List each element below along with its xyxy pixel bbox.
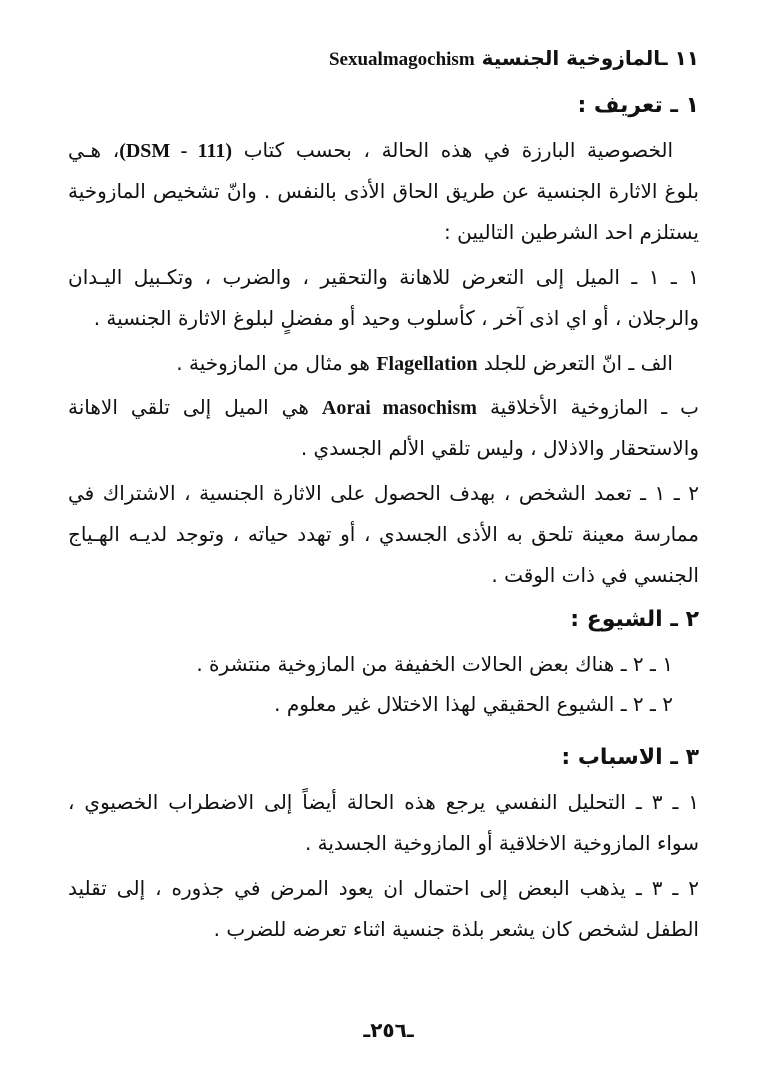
text-line: الجنسي في ذات الوقت . (491, 563, 699, 587)
text-line: ٢ ـ ٣ ـ يذهب البعض إلى احتمال ان يعود المرض في جذوره ، إلى تقليد (68, 876, 699, 900)
text-span: هي الميل إلى تلقي الاهانة (68, 395, 309, 419)
text-line (68, 130, 699, 171)
definition-paragraph-3 (68, 343, 699, 383)
text-line: والاستحقار والاذلال ، وليس تلقي الألم الجسدي . (300, 436, 699, 460)
definition-paragraph-1 (68, 130, 699, 253)
text-line: ١ ـ ٣ ـ التحليل النفسي يرجع هذه الحالة أيضاً إلى الاضطراب الخصيوي ، (68, 790, 700, 814)
text-line: الطفل لشخص كان يشعر بلذة جنسية اثناء تعرضه للضرب . (213, 917, 699, 941)
text-line: بلوغ الاثارة الجنسية عن طريق الحاق الأذى بالنفس . وانّ تشخيص المازوخية (68, 179, 699, 203)
causes-paragraph-1 (68, 782, 699, 864)
page-content (68, 38, 699, 954)
text-line: يستلزم احد الشرطين التاليين : (444, 220, 699, 244)
text-span: ب ـ المازوخية الأخلاقية (489, 395, 700, 419)
text-span: هو مثال من المازوخية . (176, 351, 370, 375)
moral-masochism-term: Aorai masochism (321, 397, 477, 419)
chapter-number: ١١ ـ (660, 46, 699, 70)
page-number: ـ٢٥٦ـ (363, 1018, 414, 1042)
text-line: والرجلان ، أو اي اذى آخر ، كأسلوب وحيد أو مفضلٍ لبلوغ الاثارة الجنسية . (93, 306, 699, 330)
definition-paragraph-5 (68, 473, 699, 596)
text-line: ممارسة معينة تلحق به الأذى الجسدي ، أو تهدد حياته ، وتوجد لديـه الهـياج (68, 522, 699, 546)
flagellation-term: Flagellation (376, 353, 478, 375)
chapter-title-arabic: المازوخية الجنسية (481, 46, 661, 70)
definition-paragraph-4 (68, 387, 699, 469)
text-line: ١ ـ ١ ـ الميل إلى التعرض للاهانة والتحقير ، والضرب ، وتكـبيل اليـدان (68, 265, 699, 289)
section-heading-prevalence: ٢ ـ الشيوع : (570, 607, 699, 632)
text-span: ، هـي (68, 138, 120, 162)
list-item: ١ ـ ٢ ـ هناك بعض الحالات الخفيفة من المازوخية منتشرة . (196, 652, 673, 676)
text-line: ٢ ـ ١ ـ تعمد الشخص ، بهدف الحصول على الاثارة الجنسية ، الاشتراك في (68, 481, 700, 505)
text-span: الخصوصية البارزة في هذه الحالة ، بحسب كتاب (243, 138, 674, 162)
section-heading-causes: ٣ ـ الاسباب : (561, 745, 699, 770)
causes-paragraph-2 (68, 868, 699, 950)
chapter-title (68, 38, 699, 80)
text-span: الف ـ انّ التعرض للجلد (483, 351, 673, 375)
list-item: ٢ ـ ٢ ـ الشيوع الحقيقي لهذا الاختلال غير معلوم . (274, 692, 673, 716)
chapter-title-english: Sexualmagochism (328, 49, 475, 70)
section-heading-definition: ١ ـ تعريف : (577, 93, 699, 118)
text-line: سواء المازوخية الاخلاقية أو المازوخية الجسدية . (304, 831, 699, 855)
text-line (68, 387, 699, 428)
text-line (68, 343, 699, 383)
dsm-reference: (DSM - 111) (119, 140, 233, 162)
definition-paragraph-2 (68, 257, 699, 339)
prevalence-list (68, 644, 699, 724)
